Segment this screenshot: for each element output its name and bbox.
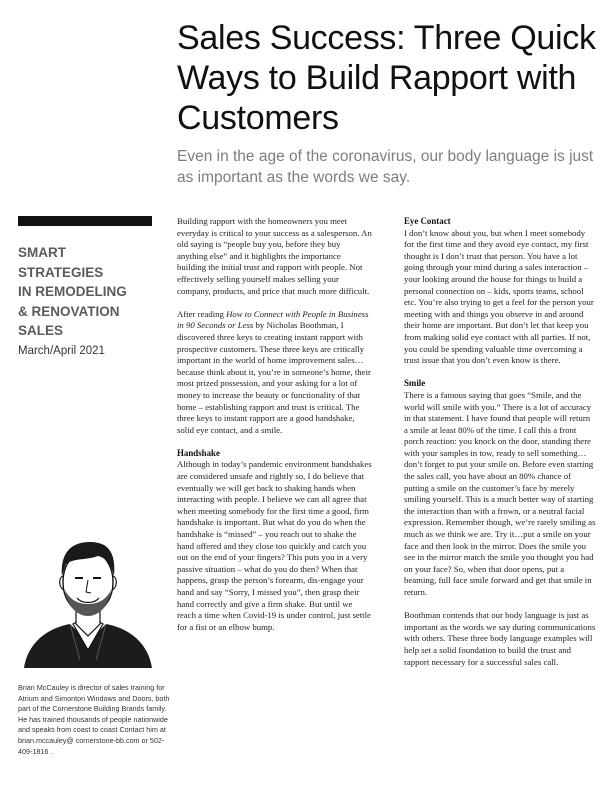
article-column-1: [177, 216, 372, 645]
book-title: How to Connect with People in Business in 90 Seconds or Less: [177, 308, 369, 331]
smile-paragraph: There is a famous saying that goes “Smile, and the world will smile with you.” There is a lot of accuracy in that statement. I have found that people will return a smile at least 80% of the time. I call this a front porch reaction: you knock on the door, standing there with your samples in tow, ready to sell something…don’t forget to put your smile on. Before even starting the sales call, you have about an 80% chance of putting a smile on the customer’s face by merely smiling yourself. This is a much better way of starting the interaction than with a frown, or a neutral facial expression. Remember though, we’re rarely smiling as much as we think we are. Try it…put a smile on your face and then look in the mirror. Does the smile you see in the mirror match the smile you thought you had on your face? So, when that door opens, put a beaming, full face smile forward and get that smile in return.: [404, 389, 596, 597]
author-bio: Brian McCauley is director of sales training for Atrium and Simonton Windows and Doors, both part of the Cornerstone Building Brands family. He has trained thousands of people nationwide and speaks from coast to coast Contact him at brian.mccauley@ cornerstone-bb.com or 502-409-1816 .: [18, 683, 170, 756]
book-text-lead: After reading: [177, 308, 227, 319]
intro-paragraph: Building rapport with the homeowners you meet everyday is critical to your success as a salesperson. An old saying is “people buy you, before they buy anything else” and it highlights the importance building the initial trust and rapport with people. Not effectively selling yourself makes selling your company, products, and price that much more difficult.: [177, 216, 372, 296]
book-paragraph: [177, 309, 372, 437]
series-label: [18, 243, 168, 341]
handshake-heading: Handshake: [177, 447, 220, 458]
series-line: SALES: [18, 323, 64, 338]
article-title: Sales Success: Three Quick Ways to Build Rapport with Customers: [177, 19, 596, 137]
eye-contact-heading: Eye Contact: [404, 216, 451, 226]
article-column-2: [404, 216, 596, 680]
series-line: STRATEGIES: [18, 264, 104, 280]
series-line: & RENOVATION: [18, 303, 120, 319]
sidebar-accent-bar: [18, 216, 152, 226]
author-portrait: [18, 520, 158, 668]
series-line: IN REMODELING: [18, 284, 127, 299]
book-text-rest: by Nicholas Boothman, I discovered three keys to creating instant rapport with prospective customers. These three keys are critically important in the world of home improvement sales…because think about it, you’re in someone’s home, their most prized possession, and your asking for a lot of money to increase the beauty or functionality of that home – establishing rapport and trust is critical. The three keys to instant rapport are a good handshake, solid eye contact, and a smile.: [177, 320, 371, 435]
handshake-paragraph: Although in today’s pandemic environment handshakes are considered unsafe and rightly so, I do believe that eventually we will get back to shaking hands when interacting with people. I believe we can all agree that when meeting somebody for the first time a good, firm handshake is important. But what do you do when the handshake is “missed” – you reach out to shake the hand offered and they close too quickly and catch you out on the end of your fingers? This puts you in a very passive situation – what do you do then? When that happens, grasp the person’s forearm, dis-engage your hand and say “Sorry, I missed you”, then grasp their hand correctly and give a firm shake. But until we reach a time when Covid-19 is under control, just settle for a fist or an elbow bump.: [177, 459, 372, 632]
eye-contact-paragraph: I don’t know about you, but when I meet somebody for the first time and they avoid eye contact, my first thought is I don’t trust that person. You have a lot going through your mind during a sales interaction – your looking around the house for things to build a personal connection on – kids, sports teams, school etc. You’re also trying to get a feel for the person your meeting with and things you observe in and around their home are important. But don’t let that keep you from making solid eye contact with all parties. If not, you could be spending valuable time overcoming a trust issue that you don’t even know is there.: [404, 227, 594, 366]
issue-date: March/April 2021: [18, 345, 105, 357]
article-subtitle: Even in the age of the coronavirus, our body language is just as important as the words we say.: [177, 148, 594, 186]
closing-paragraph: Boothman contends that our body language is just as important as the words we say during communications with others. These three body language examples will help set a solid foundation to build the trust and rapport necessary for a successful sales call.: [404, 610, 596, 667]
series-line: SMART: [18, 245, 66, 260]
smile-heading: Smile: [404, 378, 426, 389]
